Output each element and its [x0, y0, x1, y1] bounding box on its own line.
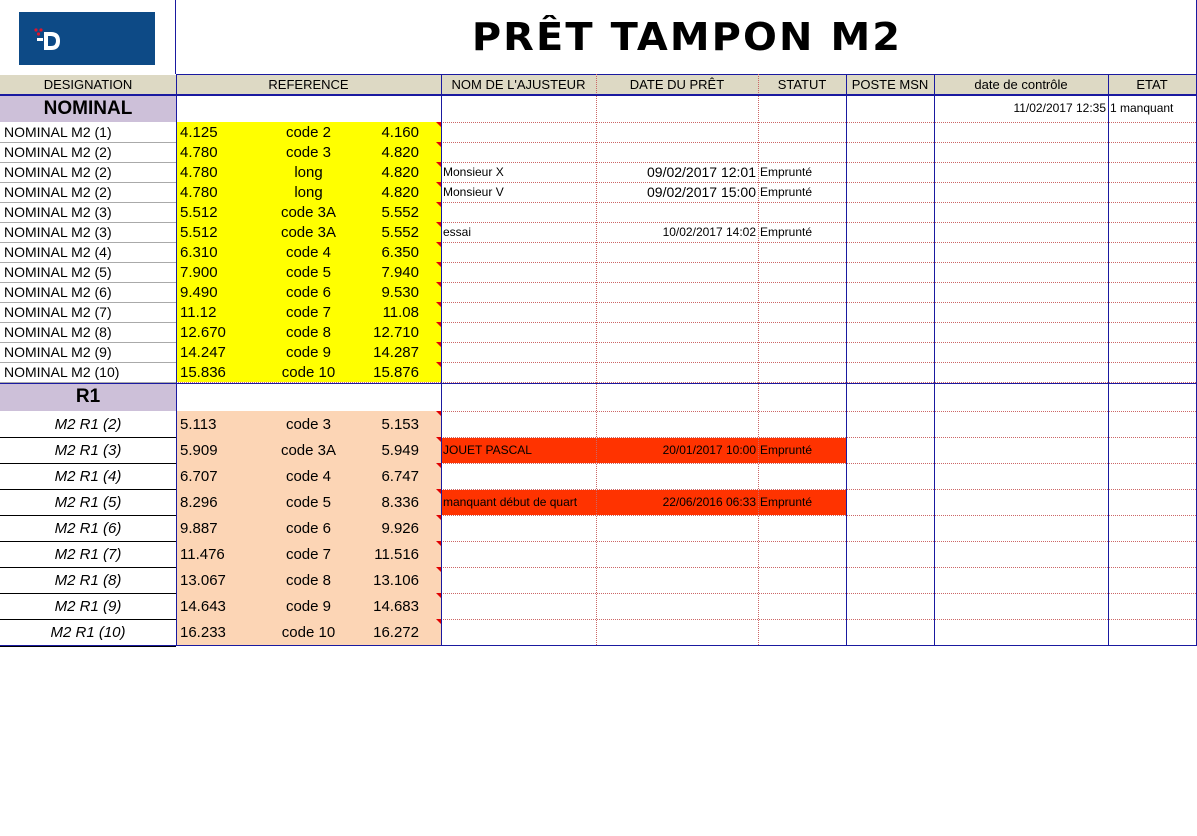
etat-cell[interactable]: [1108, 202, 1196, 222]
logo-mark-icon: [33, 26, 63, 52]
control-date-cell[interactable]: [934, 282, 1108, 302]
designation-cell[interactable]: NOMINAL M2 (9): [4, 344, 112, 360]
status-cell[interactable]: Emprunté: [760, 185, 813, 199]
status-cell[interactable]: [760, 411, 846, 437]
ref-code: code 3: [285, 143, 332, 161]
ref-max: 11.08: [382, 303, 419, 321]
reference-cell[interactable]: [176, 489, 441, 515]
ajusteur-cell[interactable]: [443, 302, 596, 322]
etat-cell[interactable]: [1108, 463, 1196, 489]
ajusteur-cell[interactable]: [443, 567, 596, 593]
status-cell[interactable]: [760, 322, 846, 342]
row-divider: [0, 645, 1196, 646]
reference-cell[interactable]: [176, 593, 441, 619]
ref-min: 4.780: [180, 163, 218, 181]
ref-min: 7.900: [180, 263, 218, 281]
ref-code: code 5: [285, 263, 332, 281]
ref-max: 11.516: [374, 545, 419, 563]
ref-code: code 6: [285, 283, 332, 301]
row-divider: [0, 95, 1196, 96]
ref-code: code 8: [285, 323, 332, 341]
company-logo: [19, 12, 155, 65]
designation-cell[interactable]: NOMINAL M2 (2): [4, 184, 112, 200]
ajusteur-cell[interactable]: [443, 515, 596, 541]
etat-cell[interactable]: [1108, 162, 1196, 182]
poste-msn-cell[interactable]: [846, 437, 934, 463]
loan-date-cell[interactable]: [596, 242, 758, 262]
control-date-cell[interactable]: [934, 437, 1108, 463]
control-date-cell[interactable]: [934, 302, 1108, 322]
loan-date-cell[interactable]: 09/02/2017 12:01: [647, 164, 756, 180]
reference-cell[interactable]: [176, 541, 441, 567]
poste-msn-cell[interactable]: [846, 567, 934, 593]
status-cell[interactable]: Emprunté: [760, 443, 813, 457]
status-cell[interactable]: [760, 242, 846, 262]
control-date-cell[interactable]: [934, 489, 1108, 515]
column-header[interactable]: REFERENCE: [176, 75, 441, 94]
ajusteur-cell[interactable]: [443, 202, 596, 222]
loan-date-cell[interactable]: [596, 322, 758, 342]
ref-max: 13.106: [373, 571, 419, 589]
ref-max: 14.683: [373, 597, 419, 615]
control-date-cell[interactable]: [934, 262, 1108, 282]
ref-min: 6.707: [180, 467, 218, 485]
etat-cell[interactable]: [1108, 142, 1196, 162]
designation-cell[interactable]: NOMINAL M2 (5): [4, 264, 112, 280]
poste-msn-cell[interactable]: [846, 202, 934, 222]
etat-cell[interactable]: [1108, 182, 1196, 202]
ref-max: 14.287: [373, 343, 419, 361]
designation-cell[interactable]: NOMINAL M2 (2): [4, 144, 112, 160]
designation-cell[interactable]: NOMINAL M2 (10): [4, 364, 120, 380]
reference-cell[interactable]: [176, 463, 441, 489]
ref-min: 8.296: [180, 493, 218, 511]
poste-msn-cell[interactable]: [846, 515, 934, 541]
ref-max: 4.160: [381, 123, 419, 141]
ajusteur-cell[interactable]: Monsieur V: [443, 185, 504, 199]
designation-cell[interactable]: M2 R1 (10): [50, 623, 126, 641]
row-divider: [441, 122, 1196, 123]
poste-msn-cell[interactable]: [846, 593, 934, 619]
ref-max: 15.876: [373, 363, 419, 381]
loan-date-cell[interactable]: [596, 362, 758, 382]
designation-cell[interactable]: NOMINAL M2 (2): [4, 164, 112, 180]
ref-code: code 10: [281, 363, 336, 381]
section-header: R1: [0, 383, 176, 411]
etat-cell[interactable]: [1108, 437, 1196, 463]
reference-cell[interactable]: [176, 411, 441, 437]
column-divider: [441, 74, 442, 645]
etat-cell[interactable]: [1108, 122, 1196, 142]
ajusteur-cell[interactable]: [443, 242, 596, 262]
designation-cell[interactable]: NOMINAL M2 (1): [4, 124, 112, 140]
ref-min: 6.310: [180, 243, 218, 261]
ref-max: 4.820: [381, 143, 419, 161]
ref-code: code 4: [285, 243, 332, 261]
ajusteur-cell[interactable]: Monsieur X: [443, 165, 504, 179]
control-date-cell[interactable]: [934, 222, 1108, 242]
etat-cell[interactable]: [1108, 541, 1196, 567]
ref-min: 5.512: [180, 223, 218, 241]
column-header[interactable]: NOM DE L'AJUSTEUR: [441, 75, 596, 94]
ref-code: code 7: [285, 303, 332, 321]
reference-cell[interactable]: [176, 202, 441, 222]
ref-code: code 5: [285, 493, 332, 511]
status-cell[interactable]: Emprunté: [760, 225, 813, 239]
ref-code: code 10: [281, 623, 336, 641]
loan-date-cell[interactable]: [596, 515, 758, 541]
sheet-title: PRÊT TAMPON M2: [471, 15, 903, 59]
column-header[interactable]: ETAT: [1108, 75, 1196, 94]
ajusteur-cell[interactable]: [443, 362, 596, 382]
ref-max: 5.552: [381, 223, 419, 241]
reference-cell[interactable]: [176, 122, 441, 142]
poste-msn-cell[interactable]: [846, 463, 934, 489]
status-cell[interactable]: [760, 302, 846, 322]
reference-cell[interactable]: [176, 342, 441, 362]
etat-cell[interactable]: [1108, 222, 1196, 242]
ref-min: 11.476: [180, 545, 225, 563]
loan-date-cell[interactable]: 22/06/2016 06:33: [662, 495, 756, 509]
designation-cell[interactable]: NOMINAL M2 (7): [4, 304, 112, 320]
poste-msn-cell[interactable]: [846, 322, 934, 342]
column-divider: [596, 74, 597, 645]
ajusteur-cell[interactable]: [443, 463, 596, 489]
control-date[interactable]: 11/02/2017 12:35: [1013, 100, 1106, 115]
section-header: NOMINAL: [0, 95, 176, 122]
ref-code: long: [294, 163, 323, 181]
ref-max: 5.949: [381, 441, 419, 459]
ref-min: 11.12: [180, 303, 217, 321]
etat-cell[interactable]: [1108, 242, 1196, 262]
ref-min: 14.643: [180, 597, 226, 615]
reference-cell[interactable]: [176, 222, 441, 242]
ref-max: 7.940: [381, 263, 419, 281]
status-cell[interactable]: Emprunté: [760, 495, 813, 509]
column-divider: [846, 74, 847, 645]
etat-cell[interactable]: [1108, 322, 1196, 342]
column-header[interactable]: DESIGNATION: [0, 75, 176, 94]
ref-max: 9.530: [381, 283, 419, 301]
poste-msn-cell[interactable]: [846, 541, 934, 567]
ref-max: 6.747: [381, 467, 419, 485]
designation-cell[interactable]: M2 R1 (4): [54, 467, 122, 485]
loan-date-cell[interactable]: 10/02/2017 14:02: [662, 225, 756, 239]
etat-value[interactable]: 1 manquant: [1110, 100, 1174, 115]
status-cell[interactable]: [760, 515, 846, 541]
status-cell[interactable]: [760, 567, 846, 593]
ajusteur-cell[interactable]: [443, 282, 596, 302]
ref-max: 6.350: [381, 243, 419, 261]
poste-msn-cell[interactable]: [846, 302, 934, 322]
etat-cell[interactable]: [1108, 282, 1196, 302]
ref-code: code 9: [285, 343, 332, 361]
reference-cell[interactable]: [176, 142, 441, 162]
ref-min: 16.233: [180, 623, 226, 641]
row-divider: [0, 94, 1196, 95]
reference-cell[interactable]: [176, 567, 441, 593]
designation-cell[interactable]: M2 R1 (6): [54, 519, 122, 537]
loan-date-cell[interactable]: [596, 122, 758, 142]
control-date-cell[interactable]: [934, 242, 1108, 262]
reference-cell[interactable]: [176, 262, 441, 282]
status-cell[interactable]: [760, 463, 846, 489]
etat-cell[interactable]: [1108, 302, 1196, 322]
designation-cell[interactable]: M2 R1 (2): [54, 415, 122, 433]
loan-date-cell[interactable]: [596, 619, 758, 645]
ajusteur-cell[interactable]: essai: [443, 225, 472, 239]
reference-cell[interactable]: [176, 515, 441, 541]
column-header[interactable]: date de contrôle: [934, 75, 1108, 94]
status-cell[interactable]: [760, 142, 846, 162]
reference-cell[interactable]: [176, 437, 441, 463]
control-date-cell[interactable]: [934, 122, 1108, 142]
row-divider: [0, 646, 176, 647]
reference-cell[interactable]: [176, 282, 441, 302]
loan-date-cell[interactable]: 20/01/2017 10:00: [662, 443, 756, 457]
reference-cell[interactable]: [176, 322, 441, 342]
row-divider: [0, 383, 1196, 384]
ref-max: 16.272: [373, 623, 419, 641]
ajusteur-cell[interactable]: [443, 411, 596, 437]
control-date-cell[interactable]: [934, 411, 1108, 437]
ref-min: 4.780: [180, 143, 218, 161]
control-date-cell[interactable]: [934, 567, 1108, 593]
etat-cell[interactable]: [1108, 362, 1196, 382]
ref-min: 4.780: [180, 183, 218, 201]
designation-cell[interactable]: NOMINAL M2 (6): [4, 284, 112, 300]
column-divider: [934, 74, 935, 645]
ajusteur-cell[interactable]: [443, 342, 596, 362]
ref-min: 4.125: [180, 123, 218, 141]
column-header[interactable]: POSTE MSN: [846, 75, 934, 94]
row-divider: [441, 411, 1196, 412]
loan-date-cell[interactable]: 09/02/2017 15:00: [647, 184, 756, 200]
poste-msn-cell[interactable]: [846, 411, 934, 437]
status-cell[interactable]: [760, 541, 846, 567]
loan-date-cell[interactable]: [596, 202, 758, 222]
status-cell[interactable]: [760, 362, 846, 382]
poste-msn-cell[interactable]: [846, 242, 934, 262]
ref-min: 15.836: [180, 363, 226, 381]
reference-cell[interactable]: [176, 242, 441, 262]
loan-date-cell[interactable]: [596, 342, 758, 362]
reference-cell[interactable]: [176, 182, 441, 202]
loan-date-cell[interactable]: [596, 411, 758, 437]
etat-cell[interactable]: [1108, 593, 1196, 619]
ref-code: long: [294, 183, 323, 201]
loan-date-cell[interactable]: [596, 302, 758, 322]
reference-cell[interactable]: [176, 619, 441, 645]
designation-cell[interactable]: M2 R1 (9): [54, 597, 122, 615]
ref-max: 12.710: [373, 323, 419, 341]
loan-date-cell[interactable]: [596, 282, 758, 302]
etat-cell[interactable]: [1108, 567, 1196, 593]
poste-msn-cell[interactable]: [846, 362, 934, 382]
ref-min: 5.113: [180, 415, 217, 433]
loan-date-cell[interactable]: [596, 567, 758, 593]
reference-cell[interactable]: [176, 362, 441, 382]
poste-msn-cell[interactable]: [846, 122, 934, 142]
designation-cell[interactable]: M2 R1 (8): [54, 571, 122, 589]
ref-code: code 3A: [280, 223, 337, 241]
ajusteur-cell[interactable]: JOUET PASCAL: [443, 443, 532, 457]
ref-code: code 3: [285, 415, 332, 433]
etat-value[interactable]: [1110, 383, 1196, 409]
etat-cell[interactable]: [1108, 619, 1196, 645]
ref-code: code 2: [285, 123, 332, 141]
ref-min: 5.512: [180, 203, 218, 221]
column-header[interactable]: STATUT: [758, 75, 846, 94]
loan-date-cell[interactable]: [596, 593, 758, 619]
designation-cell[interactable]: NOMINAL M2 (3): [4, 204, 112, 220]
poste-msn-cell[interactable]: [846, 262, 934, 282]
control-date-cell[interactable]: [934, 593, 1108, 619]
status-cell[interactable]: [760, 282, 846, 302]
status-cell[interactable]: [760, 122, 846, 142]
status-cell[interactable]: [760, 619, 846, 645]
poste-msn-cell[interactable]: [846, 342, 934, 362]
designation-cell[interactable]: M2 R1 (3): [54, 441, 122, 459]
loan-date-cell[interactable]: [596, 463, 758, 489]
ajusteur-cell[interactable]: [443, 593, 596, 619]
ajusteur-cell[interactable]: [443, 541, 596, 567]
ajusteur-cell[interactable]: [443, 322, 596, 342]
control-date-cell[interactable]: [934, 202, 1108, 222]
ref-code: code 3A: [280, 441, 337, 459]
control-date-cell[interactable]: [934, 463, 1108, 489]
ref-max: 4.820: [381, 163, 419, 181]
poste-msn-cell[interactable]: [846, 222, 934, 242]
designation-cell[interactable]: NOMINAL M2 (3): [4, 224, 112, 240]
designation-cell[interactable]: NOMINAL M2 (8): [4, 324, 112, 340]
loan-date-cell[interactable]: [596, 142, 758, 162]
control-date-cell[interactable]: [934, 619, 1108, 645]
control-date[interactable]: [934, 383, 1108, 409]
column-divider: [176, 74, 177, 645]
ref-code: code 7: [285, 545, 332, 563]
column-divider: [1108, 74, 1109, 645]
control-date-cell[interactable]: [934, 342, 1108, 362]
ref-code: code 9: [285, 597, 332, 615]
reference-cell[interactable]: [176, 162, 441, 182]
ajusteur-cell[interactable]: [443, 262, 596, 282]
ajusteur-cell[interactable]: [443, 142, 596, 162]
etat-cell[interactable]: [1108, 411, 1196, 437]
reference-cell[interactable]: [176, 302, 441, 322]
ref-min: 5.909: [180, 441, 218, 459]
loan-date-cell[interactable]: [596, 541, 758, 567]
ajusteur-cell[interactable]: [443, 122, 596, 142]
ref-min: 9.490: [180, 283, 218, 301]
control-date-cell[interactable]: [934, 182, 1108, 202]
loan-date-cell[interactable]: [596, 262, 758, 282]
column-header[interactable]: DATE DU PRÊT: [596, 75, 758, 94]
control-date-cell[interactable]: [934, 515, 1108, 541]
ref-code: code 8: [285, 571, 332, 589]
ref-max: 4.820: [381, 183, 419, 201]
ref-code: code 6: [285, 519, 332, 537]
poste-msn-cell[interactable]: [846, 619, 934, 645]
ref-code: code 4: [285, 467, 332, 485]
designation-cell[interactable]: NOMINAL M2 (4): [4, 244, 112, 260]
ref-max: 9.926: [381, 519, 419, 537]
ref-min: 9.887: [180, 519, 218, 537]
status-cell[interactable]: [760, 202, 846, 222]
etat-cell[interactable]: [1108, 489, 1196, 515]
ref-max: 8.336: [381, 493, 419, 511]
ajusteur-cell[interactable]: manquant début de quart: [443, 495, 578, 509]
column-divider: [758, 74, 759, 645]
logo-cell: [0, 0, 176, 74]
control-date-cell[interactable]: [934, 162, 1108, 182]
ref-min: 14.247: [180, 343, 226, 361]
control-date-cell[interactable]: [934, 541, 1108, 567]
designation-cell[interactable]: M2 R1 (7): [54, 545, 122, 563]
ref-code: code 3A: [280, 203, 337, 221]
poste-msn-cell[interactable]: [846, 142, 934, 162]
ref-max: 5.153: [381, 415, 419, 433]
poste-msn-cell[interactable]: [846, 489, 934, 515]
poste-msn-cell[interactable]: [846, 282, 934, 302]
ref-max: 5.552: [381, 203, 419, 221]
etat-cell[interactable]: [1108, 262, 1196, 282]
etat-cell[interactable]: [1108, 515, 1196, 541]
status-cell[interactable]: Emprunté: [760, 165, 813, 179]
status-cell[interactable]: [760, 262, 846, 282]
etat-cell[interactable]: [1108, 342, 1196, 362]
control-date-cell[interactable]: [934, 362, 1108, 382]
control-date-cell[interactable]: [934, 142, 1108, 162]
status-cell[interactable]: [760, 342, 846, 362]
ref-min: 12.670: [180, 323, 226, 341]
poste-msn-cell[interactable]: [846, 182, 934, 202]
status-cell[interactable]: [760, 593, 846, 619]
control-date-cell[interactable]: [934, 322, 1108, 342]
designation-cell[interactable]: M2 R1 (5): [54, 493, 122, 511]
ref-min: 13.067: [180, 571, 226, 589]
ajusteur-cell[interactable]: [443, 619, 596, 645]
poste-msn-cell[interactable]: [846, 162, 934, 182]
